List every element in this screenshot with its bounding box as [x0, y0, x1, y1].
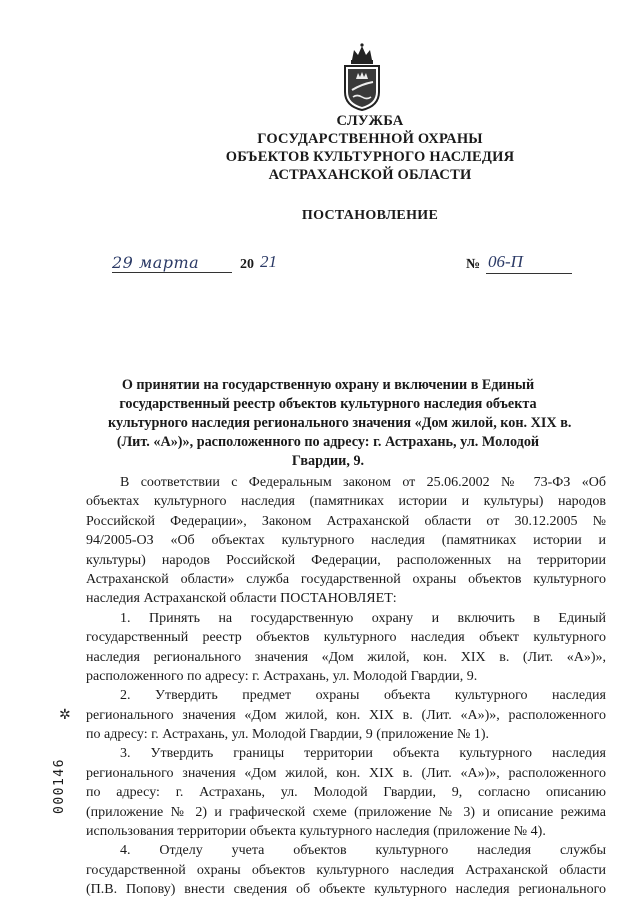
number-field [466, 252, 576, 278]
agency-line: АСТРАХАНСКОЙ ОБЛАСТИ [268, 167, 472, 183]
body-line: (приложение № 2) и графической схеме (приложение № 3) и описание режима [86, 804, 606, 820]
body-line: культуры) народов Российской Федерации, расположенных на территории [86, 552, 606, 568]
body-text [86, 473, 606, 900]
body-line: государственной охраны объектов культурного наследия Астраханской области [86, 862, 606, 878]
number-handwritten: 06-П [488, 252, 523, 271]
body-line: по адресу: г. Астрахань, ул. Молодой Гвардии, 9, согласно описанию [86, 785, 606, 801]
subject-heading [108, 376, 572, 471]
body-line: регионального значения «Дом жилой, кон. XIX в. (Лит. «А»)», расположенного [86, 707, 606, 723]
margin-stamp-icon: ✲ [59, 708, 71, 723]
subject-line: культурного наследия регионального значения «Дом жилой, кон. XIX в. [108, 415, 572, 431]
body-line: Астраханской области» служба государственной охраны объектов культурного [86, 571, 606, 587]
body-line: наследия регионального значения «Дом жилой, кон. XIX в. (Лит. «А»)», [86, 649, 606, 665]
serial-number-text: 000146 [52, 758, 67, 814]
body-line: использования территории объекта культурного наследия (приложение № 4). [86, 824, 546, 840]
subject-line: О принятии на государственную охрану и включении в Единый [121, 377, 535, 393]
body-line: объектах культурного наследия (памятниках истории и культуры) народов [86, 494, 606, 510]
body-line: В соответствии с Федеральным законом от 25.06.2002 № 73-ФЗ «Об [120, 475, 606, 490]
body-line: 94/2005-ОЗ «Об объектах культурного наследия (памятниках истории и [86, 533, 606, 549]
number-underline [486, 273, 572, 274]
body-line: наследия Астраханской области ПОСТАНОВЛЯЕТ: [86, 591, 397, 607]
body-line: 1. Принять на государственную охрану и включить в Единый [120, 610, 606, 626]
margin-serial-number [46, 742, 68, 814]
year-prefix: 20 [240, 257, 254, 272]
body-line: (П.В. Попову) внести сведения об объекте культурного наследия регионального [86, 882, 606, 898]
agency-name [200, 112, 540, 184]
agency-line: ОБЪЕКТОВ КУЛЬТУРНОГО НАСЛЕДИЯ [225, 149, 515, 165]
body-line: 2. Утвердить предмет охраны объекта культурного наследия [120, 688, 606, 704]
body-line: 4. Отделу учета объектов культурного наследия службы [120, 843, 606, 859]
astrakhan-coat-of-arms-icon [339, 42, 385, 112]
body-line: по адресу: г. Астрахань, ул. Молодой Гвардии, 9 (приложение № 1). [86, 727, 489, 743]
date-handwritten: 29 марта [112, 253, 200, 272]
subject-line: (Лит. «А»)», расположенного по адресу: г. Астрахань, ул. Молодой [116, 434, 540, 450]
agency-line: СЛУЖБА [336, 113, 404, 129]
subject-line: Гвардии, 9. [291, 453, 365, 469]
body-line: государственный реестр объектов культурного наследия объект культурного [86, 630, 606, 646]
body-line: регионального значения «Дом жилой, кон. XIX в. (Лит. «А»)», расположенного [86, 765, 606, 781]
year-handwritten: 21 [260, 252, 277, 271]
document-type-title: ПОСТАНОВЛЕНИЕ [301, 208, 439, 223]
body-line: 3. Утвердить границы территории объекта культурного наследия [120, 746, 606, 762]
body-line: расположенного по адресу: г. Астрахань, ул. Молодой Гвардии, 9. [86, 668, 478, 684]
body-line: Российской Федерации», Законом Астраханской области от 30.12.2005 № [86, 513, 606, 529]
date-field [112, 252, 292, 278]
date-underline [112, 272, 232, 273]
agency-line: ГОСУДАРСТВЕННОЙ ОХРАНЫ [257, 131, 483, 147]
subject-line: государственный реестр объектов культурного наследия объекта [119, 396, 537, 412]
number-label: № [466, 257, 481, 272]
